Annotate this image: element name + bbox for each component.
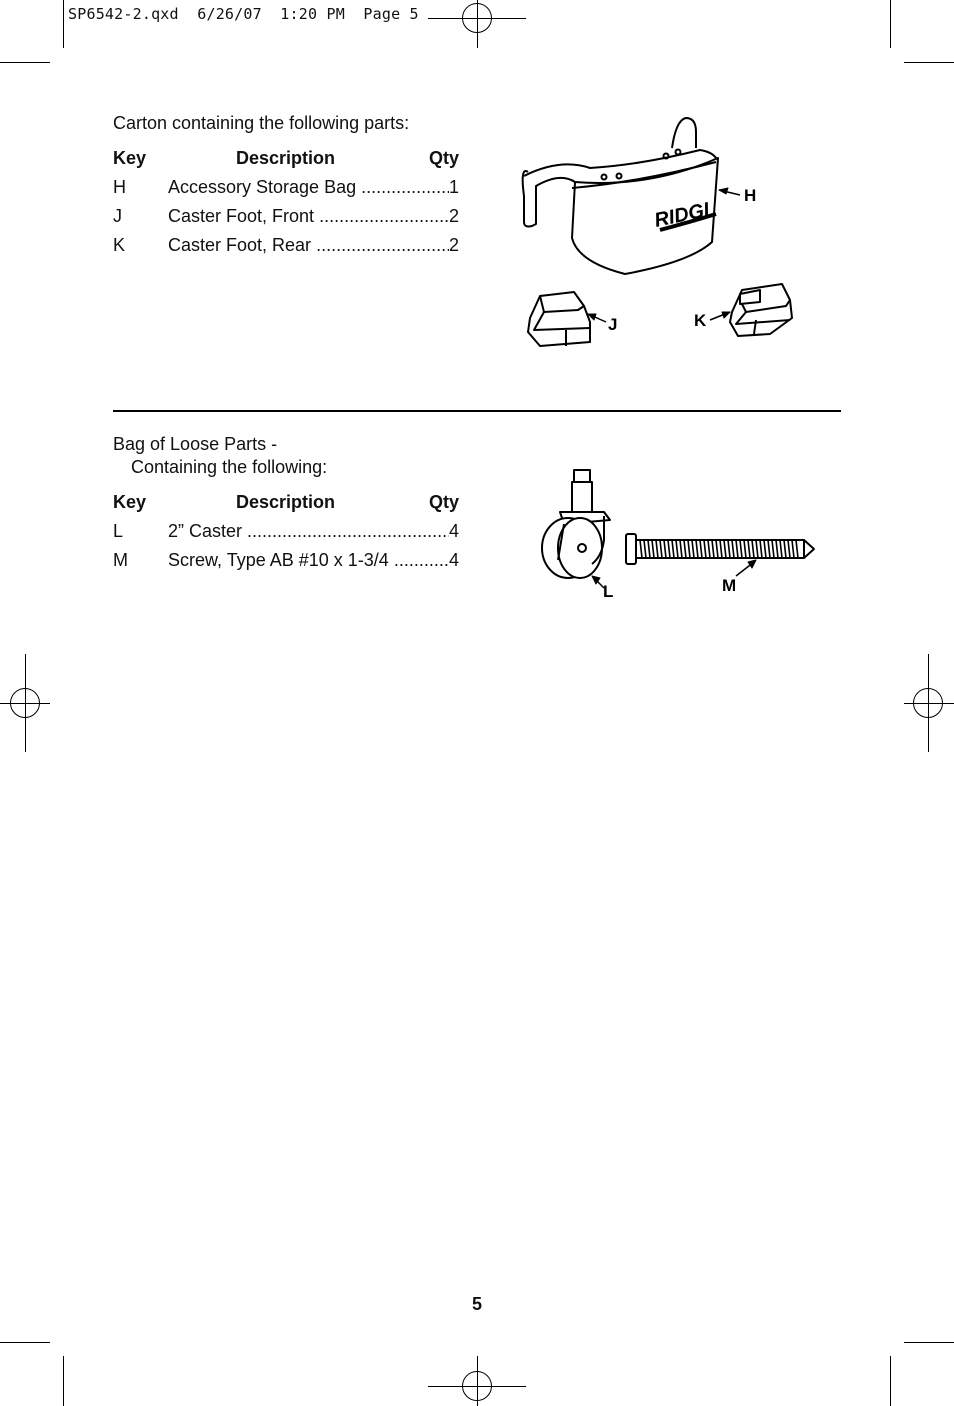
caster-wheel-illustration [542,470,610,588]
row-qty: 2 [448,235,459,255]
row-key: K [113,235,126,255]
row-key: H [113,177,126,197]
header-key: Key [113,492,147,512]
caster-foot-front-illustration [528,292,606,346]
storage-bag-illustration [523,118,740,274]
row-description: Accessory Storage Bag ..... [168,176,449,198]
ridgid-logo: RIDGI [652,198,712,232]
row-qty: 4 [448,521,459,541]
row-qty: 1 [448,177,459,197]
page-number: 5 [471,1294,482,1314]
file-slug: SP6542-2.qxd 6/26/07 1:20 PM Page 5 [68,5,419,23]
label-l: L [603,582,614,601]
header-description: Description [236,148,336,168]
crop-mark [890,1356,891,1406]
header-qty: Qty [428,492,459,512]
label-m: M [722,576,737,595]
header-description: Description [236,492,336,512]
label-j: J [608,315,618,334]
header-qty: Qty [428,148,459,168]
caster-foot-rear-illustration [710,284,792,336]
row-description: 2” Caster ..... [168,520,449,542]
row-key: L [113,521,124,541]
carton-intro: Carton containing the following parts: [113,113,410,133]
crop-mark [904,1342,954,1343]
loose-intro-line1: Bag of Loose Parts - [113,434,278,454]
loose-intro-line2: Containing the following: [131,457,328,477]
crop-mark [0,1342,50,1343]
label-k: K [694,311,707,330]
parts-illustrations [0,0,954,700]
row-description: Screw, Type AB #10 x 1-3/4 ..... [168,549,449,571]
label-h: H [744,186,757,205]
row-key: J [113,206,122,226]
crop-mark [63,1356,64,1406]
row-qty: 4 [448,550,459,570]
screw-illustration [626,534,814,576]
row-key: M [113,550,128,570]
row-description: Caster Foot, Front ..... [168,205,449,227]
row-description: Caster Foot, Rear ..... [168,234,449,256]
row-qty: 2 [448,206,459,226]
header-key: Key [113,148,147,168]
